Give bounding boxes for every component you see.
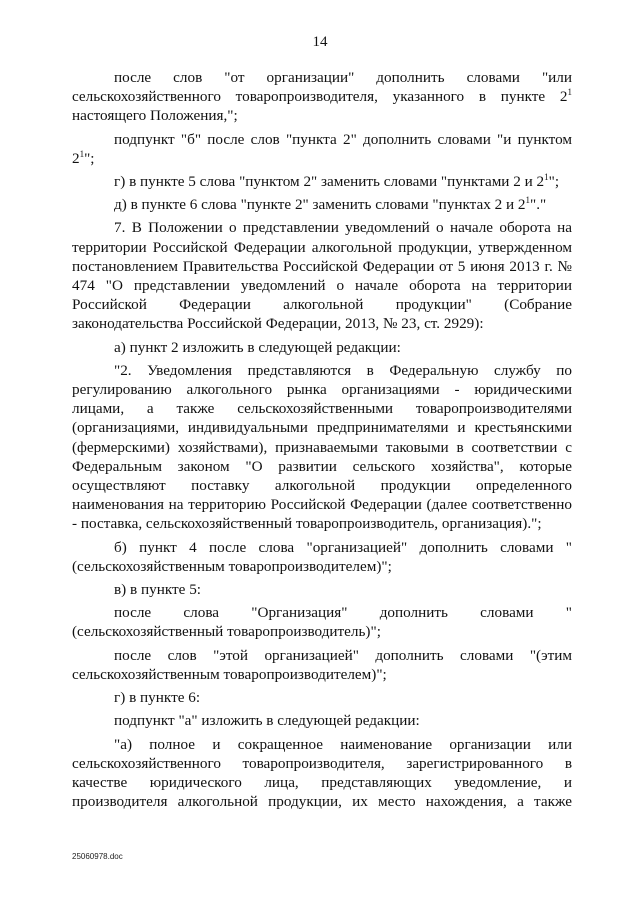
paragraph-7: "2. Уведомления представляются в Федеральную службу по регулированию алкогольного рынка организациями - юридическими лицами, а также сельскохозяйственными товаропроизводителями (организациями, индивидуальными предпринимателями и крестьянскими (фермерскими) хозяйствами), признаваемыми таковыми в соответствии с Федеральным законом "О развитии сельского хозяйства", которые осуществляют поставку алкогольной продукции определенного наименования на территорию Российской Федерации (далее соответственно - поставка, сельскохозяйственный товаропроизводитель, организация)."; xyxy=(72,361,572,533)
paragraph-3: г) в пункте 5 слова "пунктом 2" заменить словами "пунктами 2 и $2^1$"; xyxy=(114,172,560,191)
paragraph-2: подпункт "б" после слов "пункта 2" дополнить словами "и пунктом $2^1$"; xyxy=(72,130,572,167)
paragraph-5: 7. В Положении о представлении уведомлений о начале оборота на территории Российской Федерации алкогольной продукции, утвержденном постановлением Правительства Российской Федерации от 5 июня 2013 г. № 474 "О представлении уведомлений о начале оборота на территории Российской Федерации алкогольной продукции" (Собрание законодательства Российской Федерации, 2013, № 23, ст. 2929): xyxy=(72,219,572,333)
paragraph-9: в) в пункте 5: xyxy=(114,581,202,599)
paragraph-14: "а) полное и сокращенное наименование организации или сельскохозяйственного товаропроизводителя, зарегистрированного в качестве юридического лица, представляющих уведомление, и производителя алкогольной продукции, их место нахождения, а также xyxy=(72,735,572,811)
paragraph-6: а) пункт 2 изложить в следующей редакции: xyxy=(114,338,401,356)
paragraph-8: б) пункт 4 после слова "организацией" дополнить словами "(сельскохозяйственным товаропроизводителем)"; xyxy=(72,538,572,575)
paragraph-1: после слов "от организации" дополнить словами "или сельскохозяйственного товаропроизводителя, указанного в пункте $2^1$ настоящего Положения,"; xyxy=(72,69,572,125)
paragraph-4: д) в пункте 6 слова "пункте 2" заменить словами "пунктах 2 и $2^1$"." xyxy=(114,195,547,214)
page-number: 14 xyxy=(312,34,328,50)
paragraph-12: г) в пункте 6: xyxy=(114,689,201,707)
paragraph-10: после слова "Организация" дополнить словами "(сельскохозяйственный товаропроизводитель)"; xyxy=(72,604,572,641)
paragraph-13: подпункт "а" изложить в следующей редакции: xyxy=(114,712,420,730)
paragraph-11: после слов "этой организацией" дополнить словами "(этим сельскохозяйственным товаропроизводителем)"; xyxy=(72,646,572,683)
footer-filename: 25060978.doc xyxy=(72,852,123,861)
document-body xyxy=(72,68,572,811)
